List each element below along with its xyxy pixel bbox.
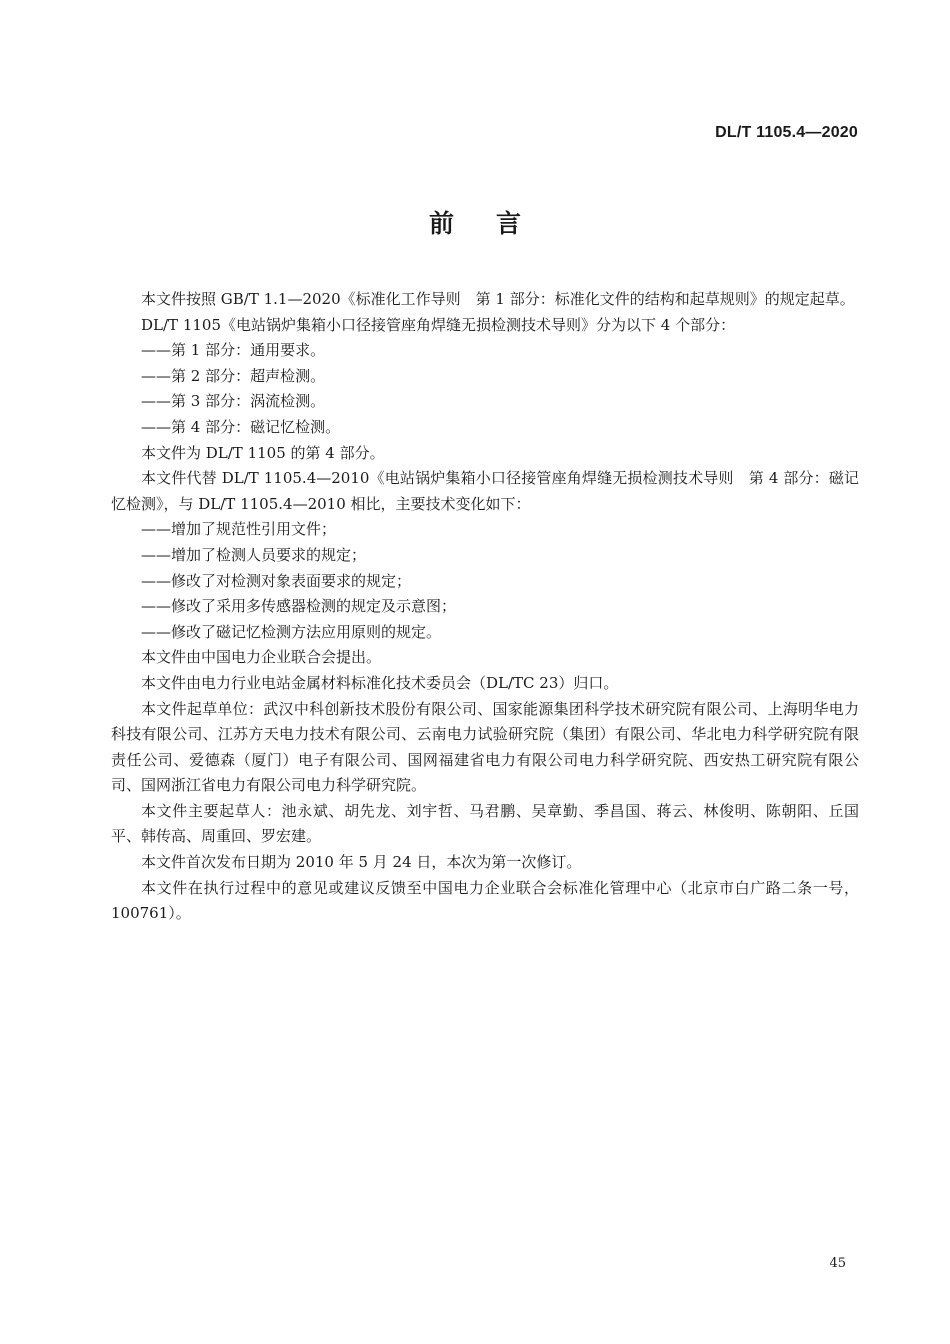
- document-code: DL/T 1105.4—2020: [715, 124, 858, 141]
- paragraph: 本文件主要起草人：池永斌、胡先龙、刘宇哲、马君鹏、吴章勤、季昌国、蒋云、林俊明、陈朝阳、丘国平、韩传高、周重回、罗宏建。: [111, 801, 859, 846]
- paragraph: 本文件在执行过程中的意见或建议反馈至中国电力企业联合会标准化管理中心（北京市白广路二条一号，100761）。: [111, 878, 859, 923]
- list-item: ——增加了规范性引用文件；: [141, 520, 337, 539]
- paragraph: 本文件为 DL/T 1105 的第 4 部分。: [141, 443, 385, 462]
- list-item: ——增加了检测人员要求的规定；: [141, 545, 367, 564]
- paragraph: 本文件首次发布日期为 2010 年 5 月 24 日，本次为第一次修订。: [141, 853, 582, 872]
- paragraph: 本文件由中国电力企业联合会提出。: [141, 648, 382, 667]
- paragraph: 本文件由电力行业电站金属材料标准化技术委员会（DL/TC 23）归口。: [141, 673, 619, 692]
- paragraph: DL/T 1105《电站锅炉集箱小口径接管座角焊缝无损检测技术导则》分为以下 4 个部分：: [141, 315, 736, 334]
- list-item: ——第 3 部分：涡流检测。: [141, 392, 326, 411]
- paragraph: 本文件代替 DL/T 1105.4—2010《电站锅炉集箱小口径接管座角焊缝无损检测技术导则 第 4 部分：磁记忆检测》，与 DL/T 1105.4—2010 相比，主要技术变化如下：: [111, 469, 859, 513]
- paragraph: 本文件起草单位：武汉中科创新技术股份有限公司、国家能源集团科学技术研究院有限公司、上海明华电力科技有限公司、江苏方天电力技术有限公司、云南电力试验研究院（集团）有限公司、华北电力科学研究院有限责任公司、爱德森（厦门）电子有限公司、国网福建省电力有限公司电力科学研究院、西安热工研究院有限公司、国网浙江省电力有限公司电力科学研究院。: [111, 699, 859, 795]
- list-item: ——第 1 部分：通用要求。: [141, 341, 326, 360]
- page-title: 前言: [428, 209, 563, 238]
- list-item: ——修改了磁记忆检测方法应用原则的规定。: [141, 622, 442, 641]
- list-item: ——修改了采用多传感器检测的规定及示意图；: [141, 597, 457, 616]
- paragraph: 本文件按照 GB/T 1.1—2020《标准化工作导则 第 1 部分：标准化文件的结构和起草规则》的规定起草。: [141, 290, 855, 308]
- list-item: ——第 2 部分：超声检测。: [141, 366, 326, 385]
- list-item: ——修改了对检测对象表面要求的规定；: [141, 571, 412, 590]
- list-item: ——第 4 部分：磁记忆检测。: [141, 417, 341, 436]
- foreword-body: [111, 287, 859, 927]
- page-number: 45: [829, 1256, 846, 1271]
